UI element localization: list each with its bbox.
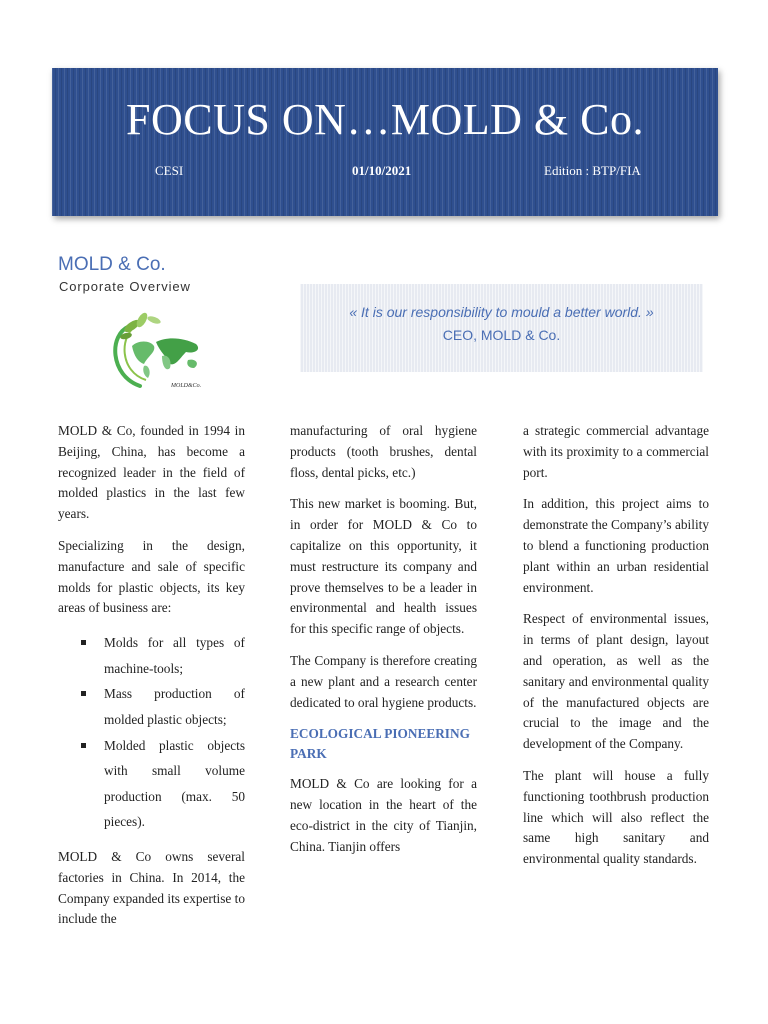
list-item: [58, 630, 245, 681]
list-item: [58, 733, 245, 835]
edition-label: Edition : BTP/FIA: [544, 163, 641, 178]
list-item: [58, 681, 245, 732]
paragraph: MOLD & Co are looking for a new location in the heart of the eco-district in the city of Tianjin, China. Tianjin offers: [290, 776, 477, 854]
paragraph: The Company is therefore creating a new plant and a research center dedicated to oral hygiene products.: [290, 652, 477, 710]
list-item-text: Molded plastic objects with small volume production (max. 50 pieces).: [104, 737, 245, 830]
header-banner: [52, 68, 718, 216]
company-logo: [58, 306, 264, 402]
list-item-text: Mass production of molded plastic objects;: [104, 686, 245, 727]
article-column-2: [290, 421, 477, 869]
company-name-heading: MOLD & Co.: [58, 254, 166, 275]
business-areas-list: [58, 630, 245, 835]
section-heading: ECOLOGICAL PIONEERING PARK: [290, 726, 470, 762]
ceo-quote-box: [300, 284, 703, 372]
bullet-square-icon: [81, 743, 86, 748]
quote-author: CEO, MOLD & Co.: [442, 327, 561, 343]
article-column-1: [58, 421, 245, 941]
bullet-square-icon: [81, 691, 86, 696]
paragraph: This new market is booming. But, in order for MOLD & Co to capitalize on this opportunity, it must restructure its company and prove themselves to be a leader in environmental and health issues for this specific range of objects.: [290, 496, 477, 637]
newsletter-title: FOCUS ON…MOLD & Co.: [125, 95, 644, 144]
paragraph: manufacturing of oral hygiene products (tooth brushes, dental floss, dental picks, etc.): [290, 423, 477, 480]
paragraph: Respect of environmental issues, in terms of plant design, layout and operation, as well as the sanitary and environmental quality of the manufactured objects are crucial to the image and the development of the Company.: [523, 611, 709, 752]
paragraph: In addition, this project aims to demonstrate the Company’s ability to blend a functioning production plant within an urban residential environment.: [523, 496, 709, 595]
article-column-3: [523, 421, 709, 881]
globe-leaf-logo-icon: [58, 306, 264, 402]
quote-text: « It is our responsibility to mould a better world. »: [349, 304, 654, 320]
issue-date: 01/10/2021: [352, 163, 412, 178]
bullet-square-icon: [81, 640, 86, 645]
logo-text: MOLD&Co.: [171, 383, 202, 389]
paragraph: Specializing in the design, manufacture and sale of specific molds for plastic objects, its key areas of business are:: [58, 537, 245, 616]
paragraph: MOLD & Co, founded in 1994 in Beijing, China, has become a recognized leader in the field of molded plastics in the last few years.: [58, 423, 245, 522]
paragraph: MOLD & Co owns several factories in China. In 2014, the Company expanded its expertise to include the: [58, 848, 245, 927]
list-item-text: Molds for all types of machine-tools;: [104, 635, 245, 676]
paragraph: The plant will house a fully functioning toothbrush production line which will also reflect the same high sanitary and environmental quality standards.: [523, 767, 709, 867]
company-subtitle: Corporate Overview: [59, 279, 191, 294]
publisher-label: CESI: [155, 163, 184, 178]
paragraph: a strategic commercial advantage with its proximity to a commercial port.: [523, 423, 709, 480]
